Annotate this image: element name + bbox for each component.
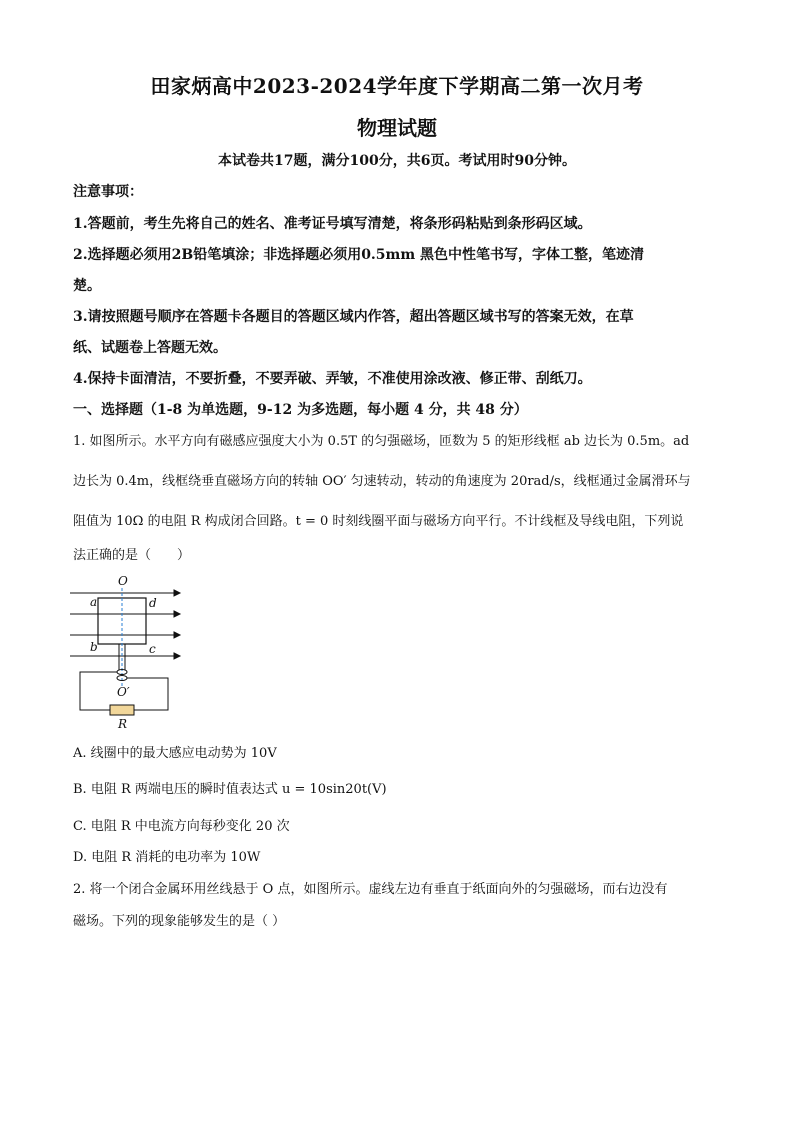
notice-item: 1.答题前，考生先将自己的姓名、准考证号填写清楚，将条形码粘贴到条形码区域。 (73, 216, 592, 232)
label-R: R (118, 717, 128, 731)
notice-heading: 注意事项： (73, 184, 143, 200)
option-d: D. 电阻 R 消耗的电功率为 10W (73, 850, 261, 865)
notice-item: 4.保持卡面清洁，不要折叠，不要弄破、弄皱，不准使用涂改液、修正带、刮纸刀。 (73, 371, 592, 387)
section-heading: 一、选择题（1-8 为单选题，9-12 为多选题，每小题 4 分，共 48 分） (73, 402, 528, 418)
question-1-text: 边长为 0.4m，线框绕垂直磁场方向的转轴 OO′ 匀速转动，转动的角速度为 20rad/s，线框通过金属滑环与 (73, 474, 691, 489)
exam-title: 田家炳高中2023-2024学年度下学期高二第一次月考 (150, 74, 644, 98)
exam-info: 本试卷共17题，满分100分，共6页。考试用时90分钟。 (218, 153, 576, 169)
question-2-text: 2. 将一个闭合金属环用丝线悬于 O 点，如图所示。虚线左边有垂直于纸面向外的匀强磁场，而右边没有 (73, 882, 668, 897)
question-1-text: 阻值为 10Ω 的电阻 R 构成闭合回路。t = 0 时刻线圈平面与磁场方向平行。不计线框及导线电阻，下列说 (73, 514, 684, 529)
question-1-text: 1. 如图所示。水平方向有磁感应强度大小为 0.5T 的匀强磁场，匝数为 5 的矩形线框 ab 边长为 0.5m。ad (73, 434, 690, 449)
notice-item: 纸、试题卷上答题无效。 (73, 340, 227, 356)
resistor (110, 705, 134, 715)
label-d: d (149, 596, 157, 610)
option-c: C. 电阻 R 中电流方向每秒变化 20 次 (73, 819, 290, 834)
option-a: A. 线圈中的最大感应电动势为 10V (73, 746, 277, 761)
label-O-prime: O′ (117, 685, 130, 699)
question-1-text: 法正确的是（ ） (73, 548, 191, 563)
option-b: B. 电阻 R 两端电压的瞬时值表达式 u = 10sin20t(V) (73, 782, 387, 797)
label-c: c (149, 642, 156, 656)
question-2-text: 磁场。下列的现象能够发生的是（ ） (73, 914, 286, 929)
notice-item: 3.请按照题号顺序在答题卡各题目的答题区域内作答，超出答题区域书写的答案无效，在草 (73, 309, 634, 325)
notice-item: 楚。 (73, 278, 101, 294)
label-b: b (90, 640, 98, 654)
notice-item: 2.选择题必须用2B铅笔填涂；非选择题必须用0.5mm 黑色中性笔书写，字体工整，笔迹清 (73, 247, 645, 263)
coil-diagram (70, 574, 190, 732)
label-a: a (90, 595, 98, 609)
subject-title: 物理试题 (357, 116, 437, 140)
label-O: O (118, 574, 128, 588)
